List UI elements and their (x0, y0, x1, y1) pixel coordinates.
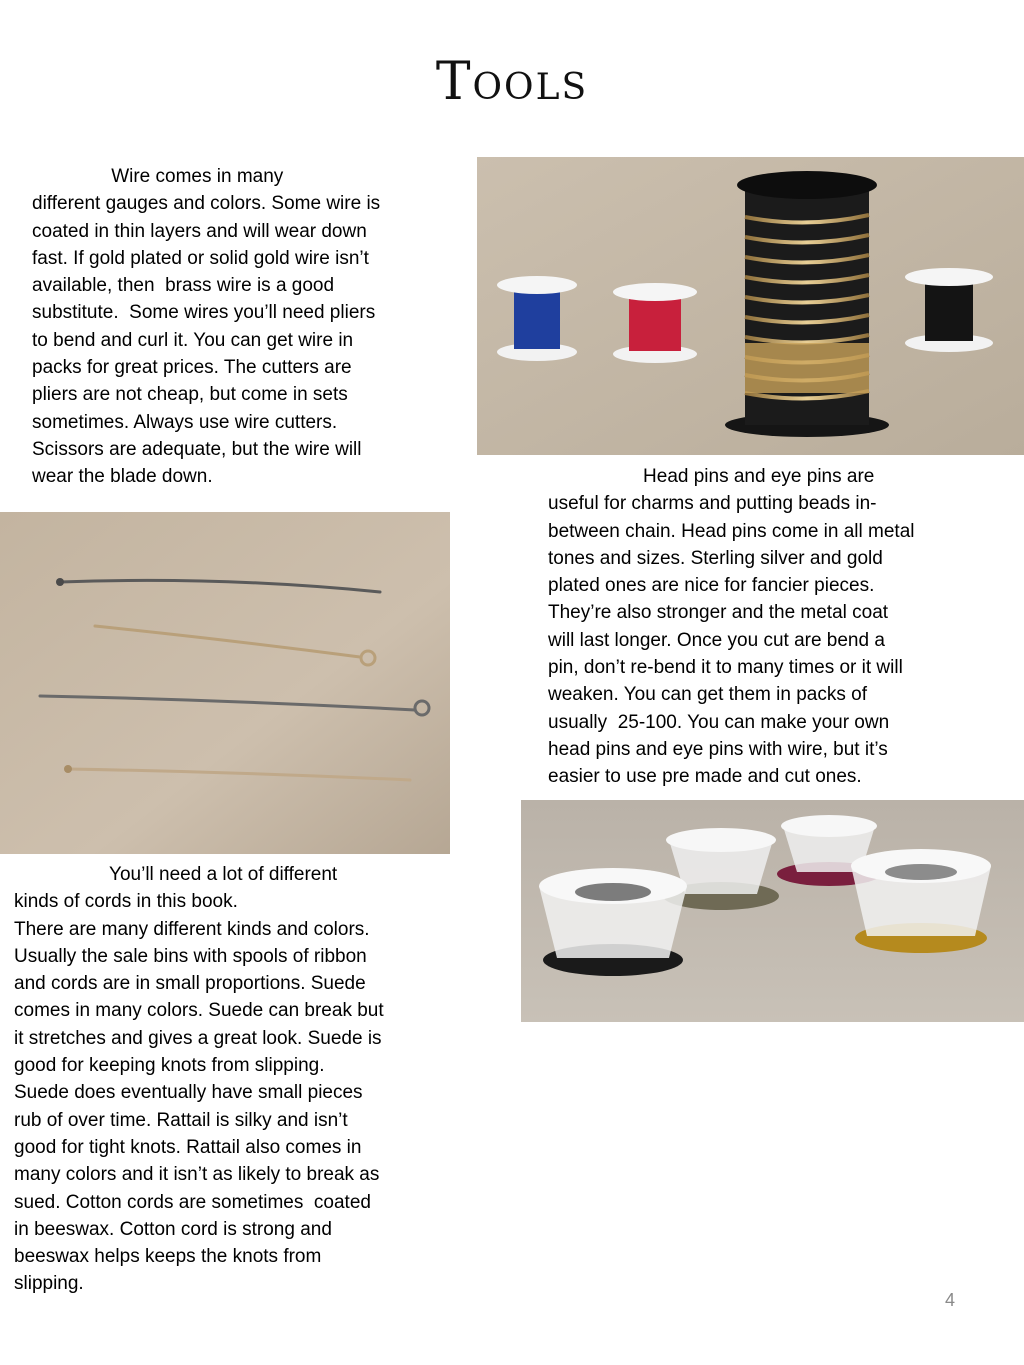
head-pins-photo (0, 512, 450, 854)
page-number: 4 (944, 1290, 955, 1310)
cord-spools-photo (521, 800, 1024, 1022)
wire-spools-photo (477, 157, 1024, 455)
pins-paragraph: Head pins and eye pins are useful for charms and putting beads in- between chain. Head pins come in all metal tones and sizes. Sterling silver and gold plated ones are nice for fancier pieces. They’re also stronger and the metal coat will last longer. Once you cut are bend a pin, don’t re-bend it to many times or it will weaken. You can get them in packs of usually 25-100. You can make your own head pins and eye pins with wire, but it’s easier to use pre made and cut ones. (548, 466, 915, 788)
wire-paragraph: Wire comes in many different gauges and colors. Some wire is coated in thin layers and will wear down fast. If gold plated or solid gold wire isn’t available, then brass wire is a good substitute. Some wires you’ll need pliers to bend and curl it. You can get wire in packs for great prices. The cutters are pliers are not cheap, but come in sets sometimes. Always use wire cutters. Scissors are adequate, but the wire will wear the blade down. (32, 166, 381, 488)
page-title: Tools (435, 52, 589, 112)
cords-paragraph: You’ll need a lot of different kinds of cords in this book. There are many different kinds and colors. Usually the sale bins with spools of ribbon and cords are in small proportions. Suede comes in many colors. Suede can break but it stretches and gives a great look. Suede is good for keeping knots from slipping. Suede does eventually have small pieces rub of over time. Rattail is silky and isn’t good for tight knots. Rattail also comes in many colors and it isn’t as likely to break as sued. Cotton cords are sometimes coated in beeswax. Cotton cord is strong and beeswax helps keeps the knots from slipping. (14, 864, 384, 1295)
